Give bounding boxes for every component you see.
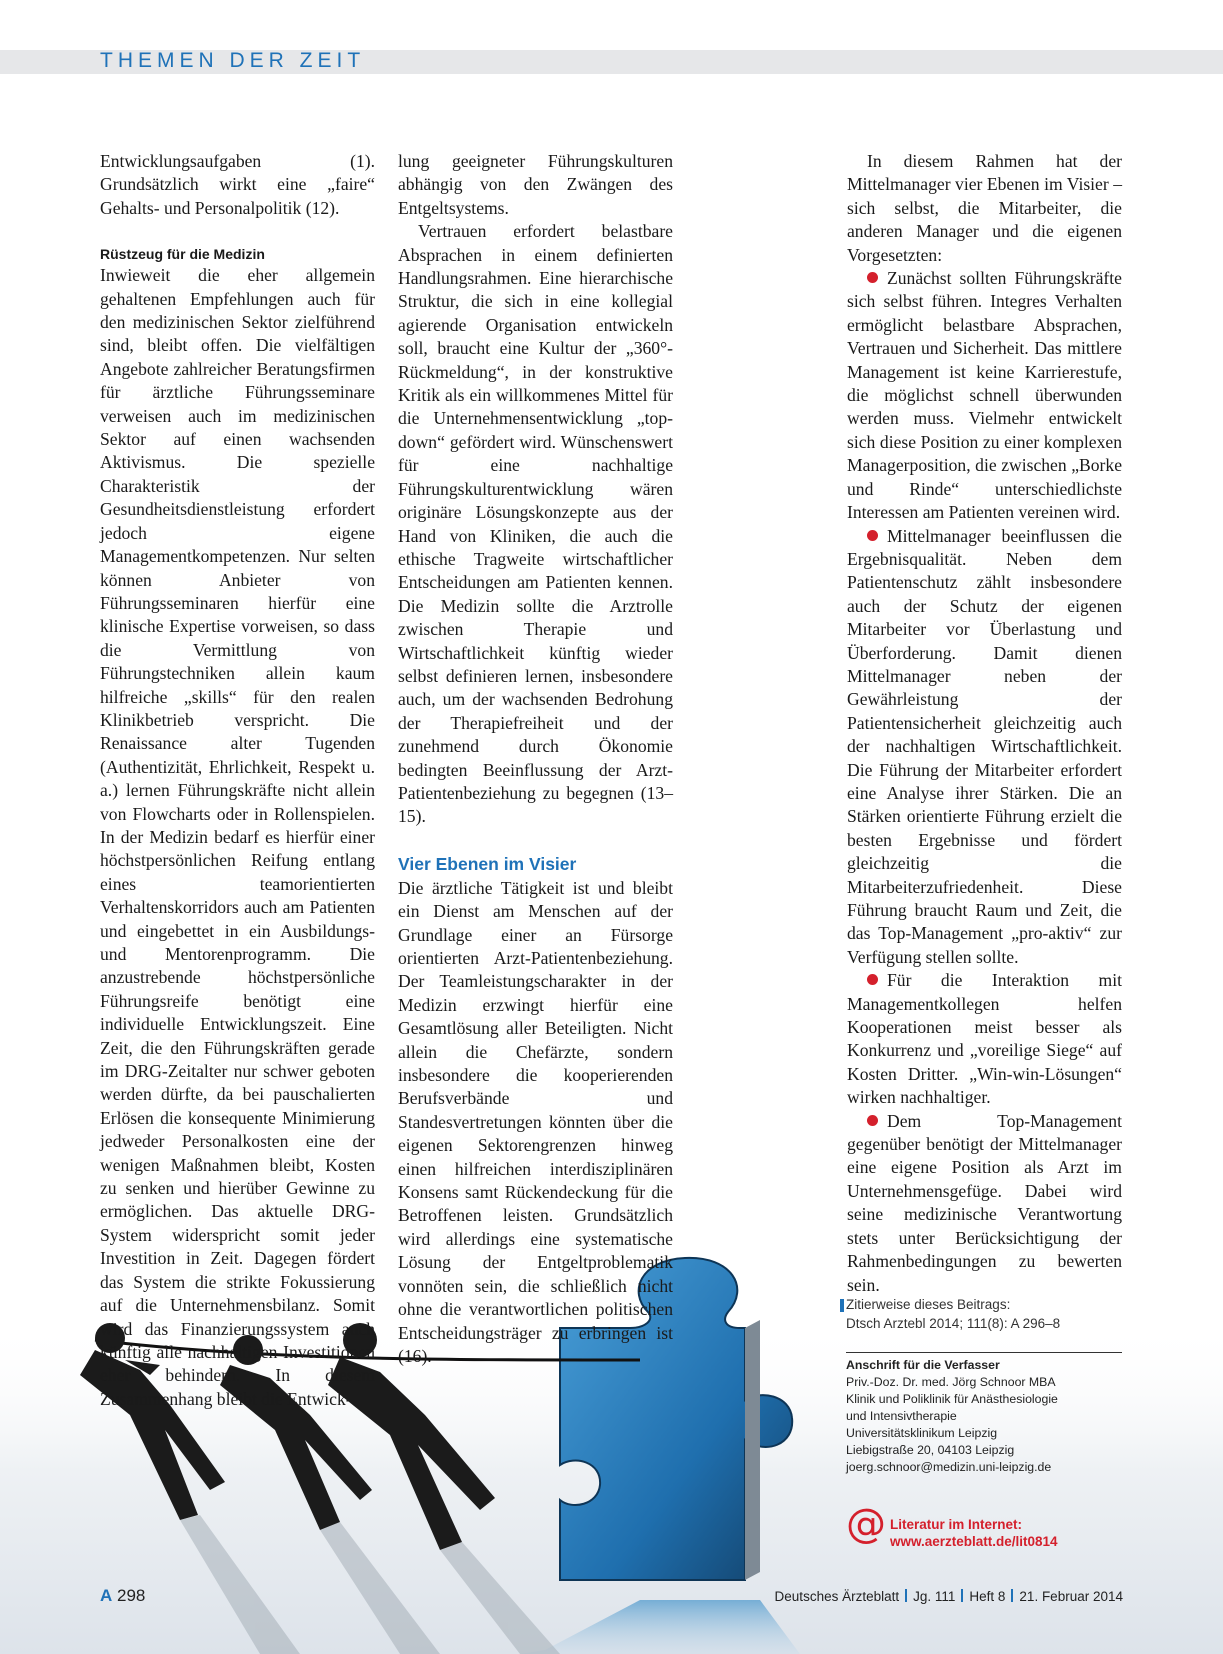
author-address <box>846 1352 1122 1476</box>
journal-name: Deutsches Ärzteblatt <box>774 1589 900 1604</box>
bullet-item: Mittelmanager beeinflussen die Ergebnisqualität. Neben dem Patientenschutz zählt insbesondere auch der Schutz der eigenen Mitarbeiter vor Überlastung und Überforderung. Damit dienen Mittelmanager neben der Gewährleistung der Patientensicherheit gleichzeitig auch der nachhaltigen Wirtschaftlichkeit. Die Führung der Mitarbeiter erfordert eine Analyse ihrer Stärken. Die an Stärken orientierte Führung erzielt die besten Ergebnisse und fördert gleichzeitig die Mitarbeiterzufriedenheit. Diese Führung braucht Raum und Zeit, die das Top-Management „pro-aktiv“ zur Verfügung stellen sollte. <box>847 525 1122 967</box>
section-title: THEMEN DER ZEIT <box>100 49 366 72</box>
volume: Jg. 111 <box>913 1589 956 1604</box>
author-email[interactable]: joerg.schnoor@medizin.uni-leipzig.de <box>846 1460 1052 1474</box>
citation-marker <box>840 1299 844 1312</box>
column-2 <box>398 150 673 1368</box>
issue: Heft 8 <box>969 1589 1006 1604</box>
paragraph: In diesem Rahmen hat der Mittelmanager vier Ebenen im Visier – sich selbst, die Mitarbeiter, die anderen Manager und die eigenen Vorgesetzten: <box>847 151 1122 265</box>
literature-link[interactable] <box>846 1501 1122 1550</box>
paragraph: lung geeigneter Führungskulturen abhängig von den Zwängen des Entgeltsystems. <box>398 151 673 218</box>
column-1 <box>100 150 375 1411</box>
address-line: Universitätsklinikum Leipzig <box>846 1426 998 1440</box>
address-heading: Anschrift für die Verfasser <box>846 1358 1000 1372</box>
bullet-icon <box>867 1115 878 1126</box>
author-name: Priv.-Doz. Dr. med. Jörg Schnoor MBA <box>846 1375 1056 1389</box>
paragraph: Entwicklungsaufgaben (1). Grundsätzlich wirkt eine „faire“ Gehalts- und Personalpolitik (12). <box>100 151 375 218</box>
bullet-item: Dem Top-Management gegenüber benötigt der Mittelmanager eine eigene Position als Arzt im Unternehmensgefüge. Dabei wird seine medizinische Verantwortung stets unter Berücksichtigung der Rahmenbedingungen zu bewerten sein. <box>847 1110 1122 1295</box>
bullet-item: Für die Interaktion mit Managementkollegen helfen Kooperationen meist besser als Konkurrenz und „voreilige Siege“ auf Kosten Dritter. „Win-win-Lösungen“ wirken nachhaltiger. <box>847 970 1122 1108</box>
bullet-icon <box>867 974 878 985</box>
citation-label: Zitierweise dieses Beitrags: <box>846 1297 1011 1312</box>
page-number: A 298 <box>100 1586 146 1605</box>
paragraph: Vertrauen erfordert belastbare Absprachen in einem definierten Handlungsrahmen. Eine hierarchische Struktur, die sich in eine kollegial agierende Organisation entwickeln soll, braucht eine Kultur der „360°-Rückmeldung“, in der konstruktive Kritik als ein willkommenes Mittel für die Unternehmensentwicklung „top-down“ gefördert wird. Wünschenswert für eine nachhaltige Führungskulturentwicklung wären originäre Lösungskonzepte aus der Hand von Kliniken, die auch die ethische Tragweite wirtschaftlicher Entscheidungen am Patienten kennen. Die Medizin sollte die Arztrolle zwischen Therapie und Wirtschaftlichkeit künftig wieder selbst definieren lernen, insbesondere auch, um der wachsenden Bedrohung der Therapiefreiheit und der zunehmend durch Ökonomie bedingten Beeinflussung der Arzt-Patientenbeziehung zu begegnen (13–15). <box>398 221 673 827</box>
paragraph: Die ärztliche Tätigkeit ist und bleibt ein Dienst am Menschen auf der Grundlage einer an Fürsorge orientierten Arzt-Patientenbeziehung. Der Teamleistungscharakter in der Medizin erzwingt hierfür eine Gesamtlösung aller Beteiligten. Nicht allein die Chefärzte, sondern insbesondere die kooperierenden Berufsverbände und Standesvertretungen könnten über die eigenen Sektorengrenzen hinweg einen hilfreichen interdisziplinären Konsens samt Rückendeckung für die Betroffenen leisten. Grundsätzlich wird allerdings eine systematische Lösung der Entgeltproblematik vonnöten sein, die schließlich nicht ohne die verantwortlichen politischen Entscheidungsträger zu erbringen ist (16). <box>398 877 673 1366</box>
subheading: Vier Ebenen im Visier <box>398 853 577 874</box>
address-line: Liebigstraße 20, 04103 Leipzig <box>846 1443 1015 1457</box>
bullet-icon <box>867 530 878 541</box>
address-line: Klinik und Poliklinik für Anästhesiologie <box>846 1392 1058 1406</box>
column-3 <box>847 150 1122 1297</box>
citation-ref: Dtsch Arztebl 2014; 111(8): A 296–8 <box>846 1316 1061 1331</box>
subheading: Rüstzeug für die Medizin <box>100 246 265 263</box>
citation-box <box>846 1295 1122 1333</box>
date: 21. Februar 2014 <box>1019 1589 1123 1604</box>
footer-journal-info <box>775 1589 1123 1604</box>
bullet-item: Zunächst sollten Führungskräfte sich selbst führen. Integres Verhalten ermöglicht belastbare Absprachen, Vertrauen und Sicherheit. Das mittlere Management ist keine Karrierestufe, die möglichst schnell überwunden werden muss. Vielmehr entwickelt sich diese Position zu einer komplexen Managerposition, die zwischen „Borke und Rinde“ unterschiedlichste Interessen am Patienten vereinen wird. <box>847 268 1122 523</box>
literature-label: Literatur im Internet: <box>890 1517 1023 1532</box>
bullet-icon <box>867 272 878 283</box>
at-icon: @ <box>846 1501 886 1547</box>
address-line: und Intensivtherapie <box>846 1409 957 1423</box>
paragraph: Inwieweit die eher allgemein gehaltenen Empfehlungen auch für den medizinischen Sektor zielführend sind, bleibt offen. Die vielfältigen Angebote zahlreicher Beratungsfirmen für ärztliche Führungsseminare verweisen auch im medizinischen Sektor auf einen wachsenden Aktivismus. Die spezielle Charakteristik der Gesundheitsdienstleistung erfordert jedoch eigene Managementkompetenzen. Nur selten können Anbieter von Führungsseminaren hierfür eine klinische Expertise vorweisen, so dass die Vermittlung von Führungstechniken allein kaum hilfreiche „skills“ für den realen Klinikbetrieb verspricht. Die Renaissance alter Tugenden (Authentizität, Ehrlichkeit, Respekt u. a.) lernen Führungskräfte nicht allein von Flowcharts oder in Rollenspielen. In der Medizin bedarf es hierfür einer höchstpersönlichen Reifung entlang eines teamorientierten Verhaltenskorridors auch am Patienten und eingebettet in ein Ausbildungs- und Mentorenprogramm. Die anzustrebende höchstpersönliche Führungsreife benötigt eine individuelle Entwicklungszeit. Eine Zeit, die den Führungskräften gerade im DRG-Zeitalter nur schwer geboten werden dürfte, da bei pauschalierten Erlösen die konsequente Minimierung jedweder Personalkosten eine der wenigen Maßnahmen bleibt, Kosten zu senken und hierüber Gewinne zu ermöglichen. Das aktuelle DRG-System widerspricht somit jeder Investition in Zeit. Dagegen fördert das System die strikte Fokussierung auf die Unternehmensbilanz. Somit wird das Finanzierungssystem auch künftig alle nachhaltigen Investitionen eher behindern. In diesem Zusammenhang bleibt die Entwick- <box>100 265 375 1409</box>
literature-url[interactable]: www.aerzteblatt.de/lit0814 <box>890 1534 1058 1549</box>
